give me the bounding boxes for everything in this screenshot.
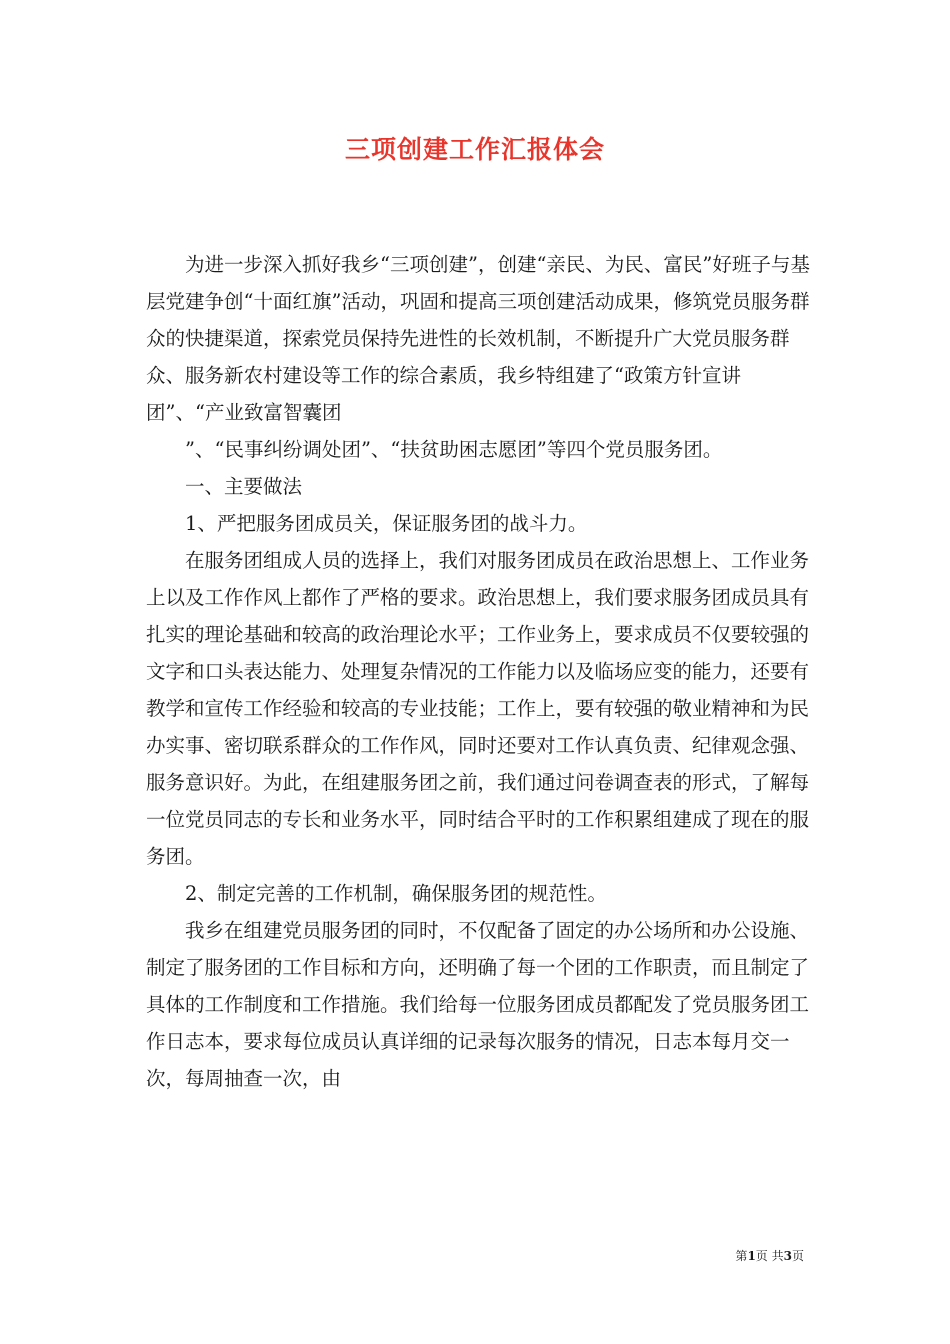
subheading-1: 1、严把服务团成员关，保证服务团的战斗力。: [185, 512, 588, 535]
document-body: [146, 246, 810, 1097]
footer-prefix: 第: [735, 1249, 748, 1263]
footer-suffix: 页: [791, 1249, 804, 1263]
current-page-number: 1: [747, 1249, 756, 1263]
section-heading-main-practices: 一、主要做法: [185, 475, 303, 498]
paragraph-intro: 为进一步深入抓好我乡“三项创建”，创建“亲民、为民、富民”好班子与基层党建争创“十面红旗”活动，巩固和提高三项创建活动成果，修筑党员服务群众的快捷渠道，探索党员保持先进性的长效机制，不断提升广大党员服务群众、服务新农村建设等工作的综合素质，我乡特组建了“政策方针宣讲团”、“产业致富智囊团: [146, 253, 810, 424]
footer-middle: 页 共: [755, 1249, 784, 1263]
paragraph-work-mechanism: 我乡在组建党员服务团的同时，不仅配备了固定的办公场所和办公设施、制定了服务团的工作目标和方向，还明确了每一个团的工作职责，而且制定了具体的工作制度和工作措施。我们给每一位服务团成员都配发了党员服务团工作日志本，要求每位成员认真详细的记录每次服务的情况，日志本每月交一次，每周抽查一次，由: [146, 919, 810, 1090]
document-title: 三项创建工作汇报体会: [344, 135, 605, 164]
subheading-2: 2、制定完善的工作机制，确保服务团的规范性。: [185, 882, 607, 905]
paragraph-intro-continued: ”、“民事纠纷调处团”、“扶贫助困志愿团”等四个党员服务团。: [185, 438, 723, 461]
total-page-count: 3: [783, 1249, 792, 1263]
paragraph-member-selection: 在服务团组成人员的选择上，我们对服务团成员在政治思想上、工作业务上以及工作作风上都作了严格的要求。政治思想上，我们要求服务团成员具有扎实的理论基础和较高的政治理论水平；工作业务上，要求成员不仅要较强的文字和口头表达能力、处理复杂情况的工作能力以及临场应变的能力，还要有教学和宣传工作经验和较高的专业技能；工作上，要有较强的敬业精神和为民办实事、密切联系群众的工作作风，同时还要对工作认真负责、纪律观念强、服务意识好。为此，在组建服务团之前，我们通过问卷调查表的形式，了解每一位党员同志的专长和业务水平，同时结合平时的工作积累组建成了现在的服务团。: [146, 549, 810, 868]
page-number-footer: [735, 1248, 804, 1264]
